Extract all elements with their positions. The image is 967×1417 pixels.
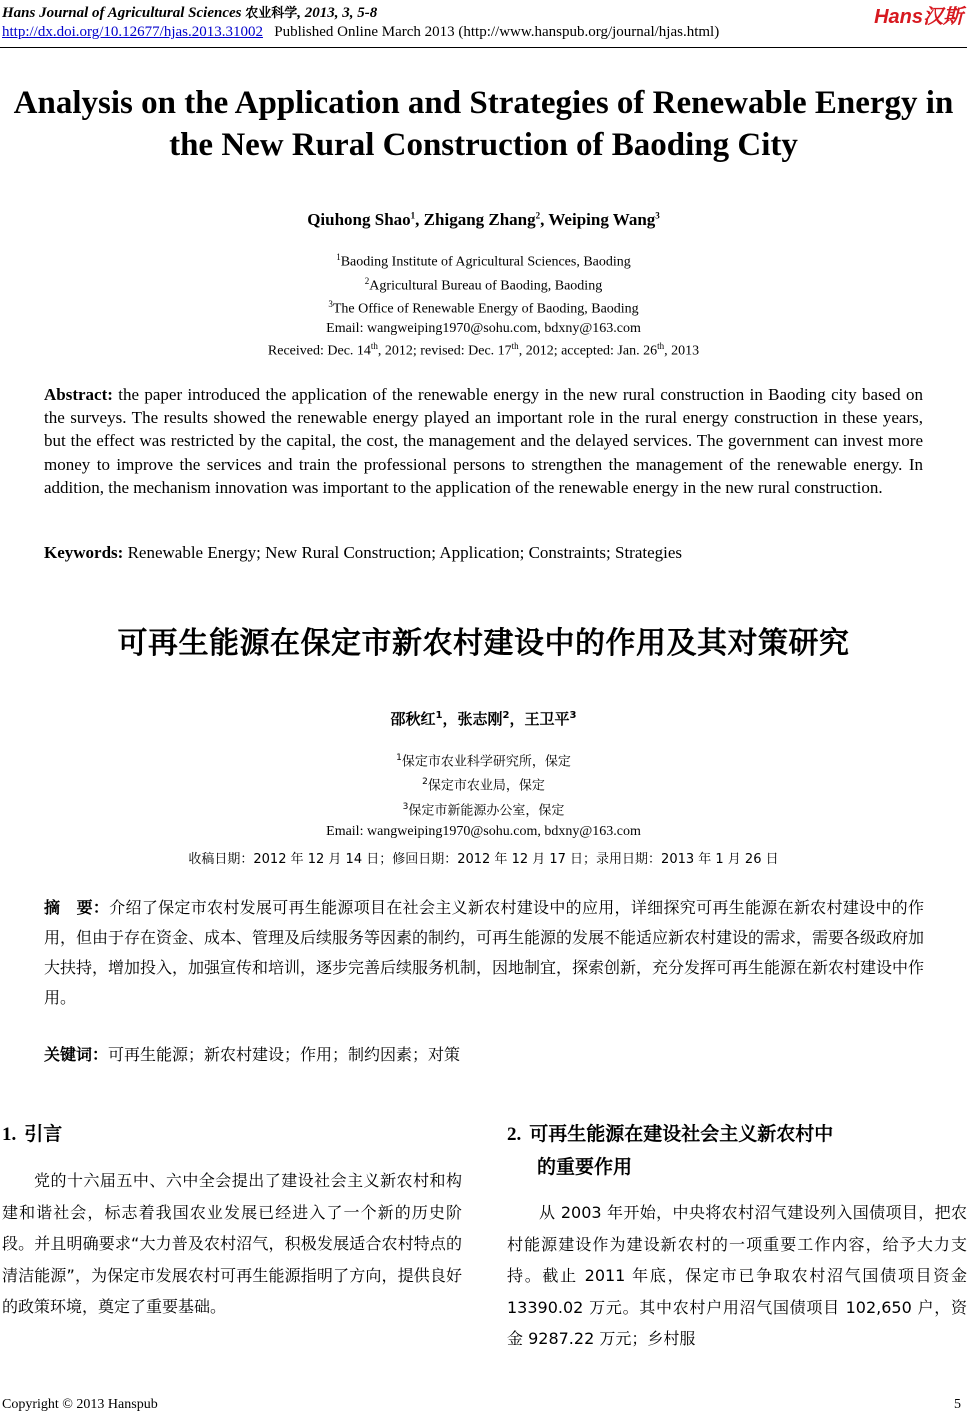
date-text: , 2013 [664,343,700,359]
keywords-label: Keywords: [44,543,124,562]
dates-en [0,341,967,360]
abstract-cn [44,893,924,1013]
author-sup: 1 [410,210,416,221]
aff-sup: 1 [396,753,402,763]
date-sup: th [511,341,519,351]
date-sup: th [657,341,665,351]
page-number: 5 [954,1397,961,1412]
abstract-text: the paper introduced the application of the renewable energy in the new rural construction in Baoding city based on the surveys. The results showed the renewable energy played an important role in the rural energy construction in these years, but the effect was restricted by the capital, the cost, the management and the delayed services. The government can invest more money to improve the services and train the professional persons to strengthen the management of the renewable energy. In addition, the mechanism innovation was important to the application of the renewable energy in the new rural construction. [44,385,923,497]
section-2-heading [507,1118,967,1183]
section-1-paragraph: 党的十六届五中、六中全会提出了建设社会主义新农村和构建和谐社会，标志着我国农业发展已经进入了一个新的历史阶段。并且明确要求“大力普及农村沼气，积极发展适合农村特点的清洁能源”，为保定市发展农村可再生能源指明了方向，提供良好的政策环境，奠定了重要基础。 [2,1171,462,1316]
authors-cn [0,708,967,729]
author-sup: 3 [569,710,577,721]
author-sup: 2 [535,210,541,221]
journal-name-en: Hans Journal of Agricultural Sciences [2,5,242,21]
paper-title-cn: 可再生能源在保定市新农村建设中的作用及其对策研究 [117,626,850,661]
affiliations-cn [0,748,967,842]
author-name-cn: 王卫平 [524,710,570,728]
date-sup: th [370,341,378,351]
affiliation-cn [0,797,967,821]
copyright: Copyright © 2013 Hanspub [2,1397,158,1412]
email-en: Email: wangweiping1970@sohu.com, bdxny@163.com [326,320,641,336]
column-right [507,1118,967,1355]
date-received: Received: Dec. 14 [267,343,371,359]
aff-text: 保定市新能源办公室，保定 [408,802,565,818]
affiliations-en [0,248,967,338]
section-title-line2: 的重要作用 [537,1156,633,1178]
author-sep: ， [442,710,458,728]
aff-sup: 1 [336,252,341,262]
author-name: Qiuhong Shao [307,210,411,229]
aff-sup: 3 [328,299,333,310]
author-sep: ， [509,710,525,728]
aff-text: The Office of Renewable Energy of Baoding, Baoding [332,301,639,317]
author-sep: , [415,210,424,229]
author-sep: , [540,210,549,229]
section-1-heading [2,1118,462,1151]
affiliation [0,248,967,272]
published-info: Published Online March 2013 (http://www.hanspub.org/journal/hjas.html) [274,24,720,40]
author-sup: 3 [655,210,660,221]
journal-header [2,2,377,22]
abstract-label: Abstract: [44,385,113,404]
aff-sup: 2 [422,777,428,788]
affiliation [0,295,967,319]
authors-en [0,210,967,230]
keywords-cn [44,1042,924,1065]
section-number: 2. [507,1124,522,1145]
affiliation-cn [0,748,967,772]
date-text: , 2012; revised: Dec. 17 [377,343,512,359]
header-divider [0,47,967,48]
aff-text: Baoding Institute of Agricultural Sciences, Baoding [340,254,631,270]
author-sup: 1 [435,710,443,721]
affiliation-cn [0,772,967,796]
dates-cn: 收稿日期：2012 年 12 月 14 日；修回日期：2012 年 12 月 17 日；录用日期：2013 年 1 月 26 日 [188,852,779,867]
abstract-text-cn: 介绍了保定市农村发展可再生能源项目在社会主义新农村建设中的应用，详细探究可再生能源在新农村建设中的作用，但由于存在资金、成本、管理及后续服务等因素的制约，可再生能源的发展不能适应新农村建设的需求，需要各级政府加大扶持，增加投入，加强宣传和培训，逐步完善后续服务机制，因地制宜，探索创新，充分发挥可再生能源在新农村建设中作用。 [44,898,925,1007]
author-name: Zhigang Zhang [423,210,536,229]
aff-sup: 3 [402,801,409,812]
abstract-label-cn: 摘 要： [44,898,110,917]
doi-link[interactable]: http://dx.doi.org/10.12677/hjas.2013.31002 [2,24,263,40]
keywords-label-cn: 关键词： [44,1045,109,1064]
affiliation [0,272,967,296]
aff-text: 保定市农业局，保定 [427,778,545,794]
section-number: 1. [2,1124,17,1145]
aff-text: 保定市农业科学研究所，保定 [401,754,571,770]
hans-logo: Hans汉斯 [874,6,963,28]
aff-sup: 2 [364,275,370,286]
section-title-line1: 可再生能源在建设社会主义新农村中 [529,1123,834,1145]
keywords-en [44,543,923,563]
volume-info: , 2013, 3, 5-8 [297,5,378,21]
author-sup: 2 [502,710,510,721]
abstract-en [44,383,923,499]
section-2-paragraph: 从 2003 年开始，中央将农村沼气建设列入国债项目，把农村能源建设作为建设新农村的一项重要工作内容，给予大力支持。截止 2011 年底，保定市已争取农村沼气国债项目资金 13390.02 万元。其中农村户用沼气国债项目 102,650 户，资金 9287.22 万元；乡村服 [507,1203,967,1348]
author-name: Weiping Wang [548,210,656,229]
author-name-cn: 邵秋红 [390,710,436,728]
doi-line [2,24,719,41]
paper-title-en: Analysis on the Application and Strategies of Renewable Energy in the New Rural Construction of Baoding City [13,85,954,163]
date-text: , 2012; accepted: Jan. 26 [518,343,658,359]
author-name-cn: 张志刚 [457,710,503,728]
aff-text: Agricultural Bureau of Baoding, Baoding [369,278,603,294]
section-title: 引言 [24,1123,63,1145]
journal-name-cn: 农业科学 [245,6,298,21]
keywords-text: Renewable Energy; New Rural Construction; Application; Constraints; Strategies [123,543,683,562]
keywords-text-cn: 可再生能源；新农村建设；作用；制约因素；对策 [108,1045,461,1064]
column-left [2,1118,462,1323]
email-cn: Email: wangweiping1970@sohu.com, bdxny@163.com [326,823,641,839]
